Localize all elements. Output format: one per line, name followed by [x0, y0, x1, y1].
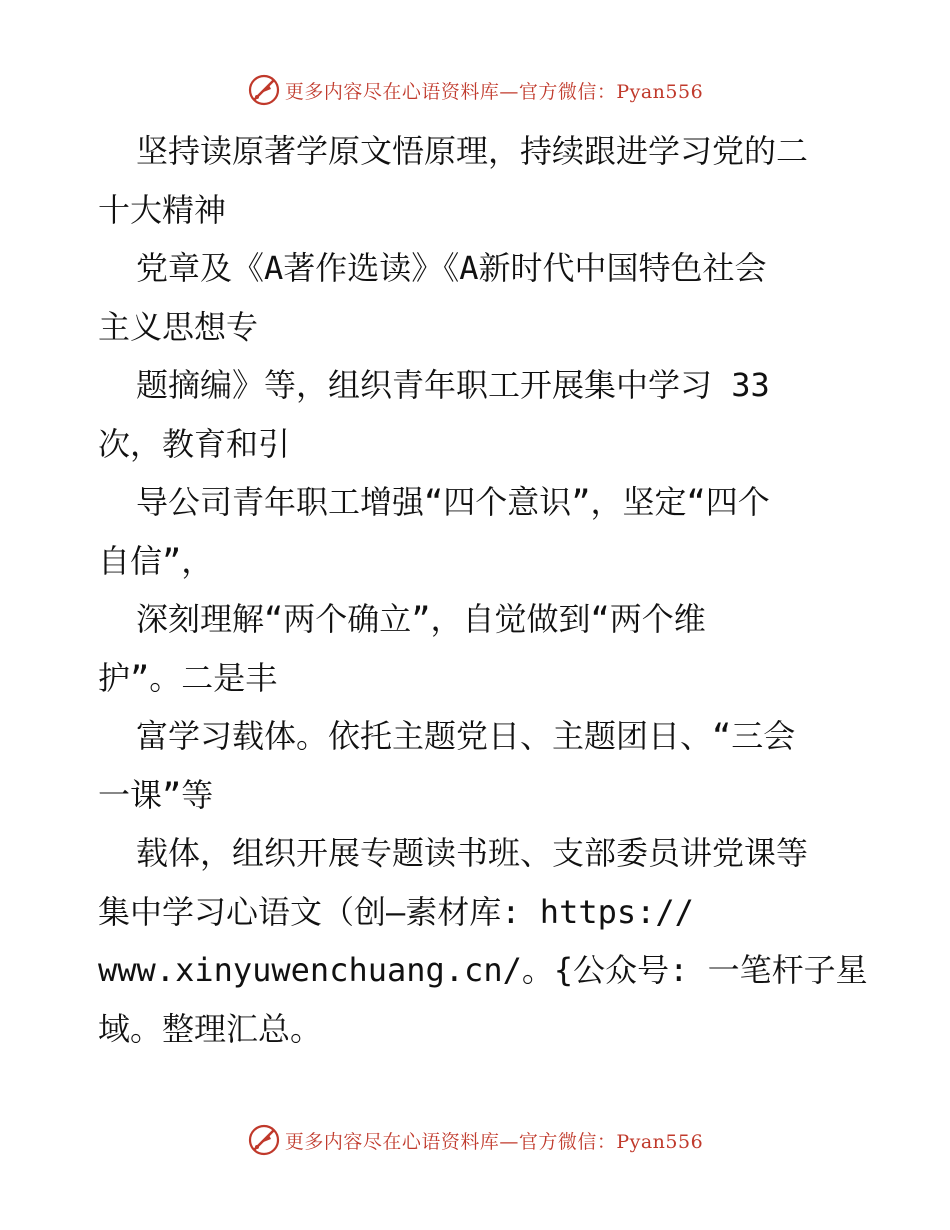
footer-watermark: [0, 1120, 950, 1160]
text-line: 导公司青年职工增强“四个意识”，坚定“四个: [136, 483, 770, 521]
quill-pen-circle-icon: [247, 1123, 281, 1157]
text-line: 自信”，: [98, 541, 214, 580]
text-line: 域。整理汇总。: [98, 1009, 323, 1048]
text-line: 深刻理解“两个确立”，自觉做到“两个维: [136, 600, 706, 638]
watermark-text: 更多内容尽在心语资料库—官方微信：Pyan556: [284, 1130, 704, 1153]
text-line: 护”。二是丰: [98, 658, 278, 697]
body-text: [98, 122, 868, 1058]
text-line: 集中学习心语文（创—素材库: https://: [98, 892, 694, 931]
quill-pen-circle-icon: [247, 73, 281, 107]
text-line: 题摘编》等，组织青年职工开展集中学习 33: [136, 366, 770, 404]
text-line: 党章及《A著作选读》《A新时代中国特色社会: [136, 249, 767, 287]
header-watermark: [0, 70, 950, 110]
text-line: 载体，组织开展专题读书班、支部委员讲党课等: [136, 834, 809, 872]
text-line: 富学习载体。依托主题党日、主题团日、“三会: [136, 717, 796, 755]
watermark-text: 更多内容尽在心语资料库—官方微信：Pyan556: [284, 80, 704, 103]
text-line: www.xinyuwenchuang.cn/。{公众号: 一笔杆子星: [98, 951, 868, 989]
text-line: 一课”等: [98, 775, 214, 814]
text-line: 坚持读原著学原文悟原理，持续跟进学习党的二: [136, 132, 809, 170]
text-line: 主义思想专: [98, 307, 259, 346]
text-line: 十大精神: [98, 190, 227, 229]
text-line: 次，教育和引: [98, 424, 291, 463]
